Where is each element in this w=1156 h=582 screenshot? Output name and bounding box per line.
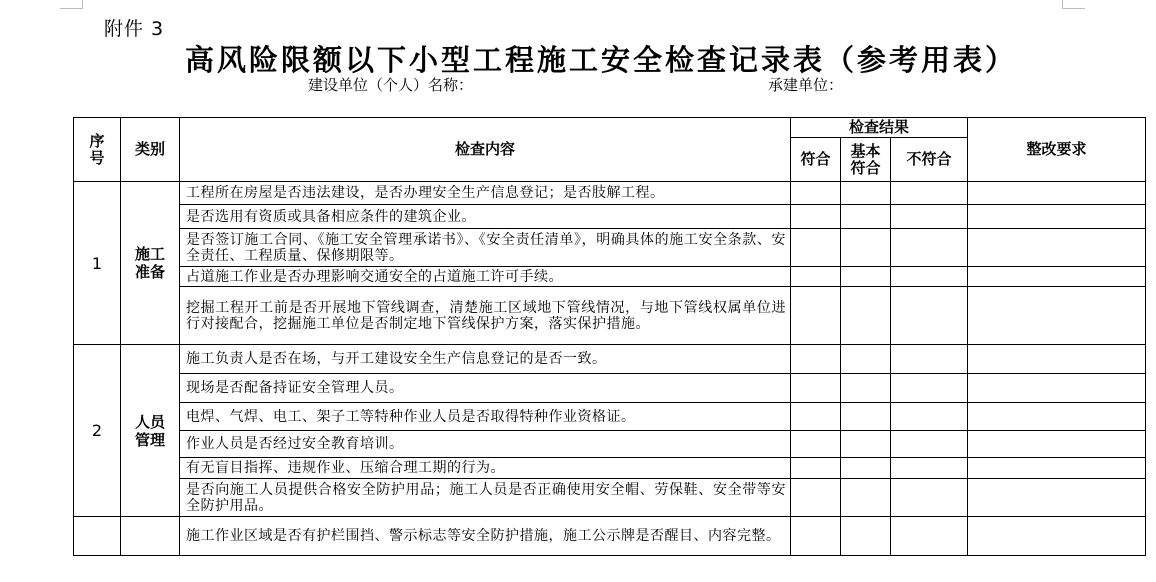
nonconform-cell[interactable] — [891, 229, 968, 267]
document-title: 高风险限额以下小型工程施工安全检查记录表（参考用表） — [185, 43, 1018, 77]
nonconform-cell[interactable] — [891, 479, 968, 517]
rectify-cell[interactable] — [968, 517, 1146, 556]
check-item: 是否选用有资质或具备相应条件的建筑企业。 — [180, 205, 791, 229]
conform-cell[interactable] — [791, 205, 841, 229]
conform-cell[interactable] — [791, 229, 841, 267]
check-item: 作业人员是否经过安全教育培训。 — [180, 431, 791, 458]
header-content: 检查内容 — [180, 118, 791, 182]
check-item: 有无盲目指挥、违规作业、压缩合理工期的行为。 — [180, 458, 791, 479]
conform-cell[interactable] — [791, 458, 841, 479]
conform-cell[interactable] — [791, 345, 841, 374]
nonconform-cell[interactable] — [891, 517, 968, 556]
nonconform-cell[interactable] — [891, 403, 968, 431]
header-result: 检查结果 — [791, 118, 968, 138]
rectify-cell[interactable] — [968, 267, 1146, 287]
rectify-cell[interactable] — [968, 229, 1146, 267]
header-conform: 符合 — [791, 138, 841, 182]
rectify-cell[interactable] — [968, 374, 1146, 403]
header-rectify: 整改要求 — [968, 118, 1146, 182]
nonconform-cell[interactable] — [891, 431, 968, 458]
check-item: 是否向施工人员提供合格安全防护用品；施工人员是否正确使用安全帽、劳保鞋、安全带等安全防护用品。 — [180, 479, 791, 517]
basic-conform-cell[interactable] — [841, 267, 891, 287]
contractor-label: 承建单位： — [768, 76, 844, 94]
header-seq: 序号 — [74, 118, 121, 182]
check-item: 施工负责人是否在场，与开工建设安全生产信息登记的是否一致。 — [180, 345, 791, 374]
header-category: 类别 — [121, 118, 180, 182]
builder-name-label: 建设单位（个人）名称： — [308, 76, 474, 94]
rectify-cell[interactable] — [968, 345, 1146, 374]
nonconform-cell[interactable] — [891, 345, 968, 374]
group-category: 人员管理 — [121, 345, 180, 517]
conform-cell[interactable] — [791, 182, 841, 205]
conform-cell[interactable] — [791, 374, 841, 403]
group-seq: 1 — [74, 182, 121, 345]
group-seq: 2 — [74, 345, 121, 517]
header-basic-conform: 基本符合 — [841, 138, 891, 182]
basic-conform-cell[interactable] — [841, 182, 891, 205]
conform-cell[interactable] — [791, 517, 841, 556]
rectify-cell[interactable] — [968, 403, 1146, 431]
basic-conform-cell[interactable] — [841, 458, 891, 479]
page-corner-mark-right — [1062, 0, 1085, 9]
basic-conform-cell[interactable] — [841, 431, 891, 458]
rectify-cell[interactable] — [968, 458, 1146, 479]
check-item: 施工作业区域是否有护栏围挡、警示标志等安全防护措施，施工公示牌是否醒目、内容完整。 — [180, 517, 791, 556]
conform-cell[interactable] — [791, 431, 841, 458]
basic-conform-cell[interactable] — [841, 229, 891, 267]
check-item: 占道施工作业是否办理影响交通安全的占道施工许可手续。 — [180, 267, 791, 287]
check-item: 电焊、气焊、电工、架子工等特种作业人员是否取得特种作业资格证。 — [180, 403, 791, 431]
nonconform-cell[interactable] — [891, 287, 968, 345]
rectify-cell[interactable] — [968, 431, 1146, 458]
conform-cell[interactable] — [791, 403, 841, 431]
group-seq — [74, 517, 121, 556]
check-item: 挖掘工程开工前是否开展地下管线调查，清楚施工区域地下管线情况，与地下管线权属单位进行对接配合，挖掘施工单位是否制定地下管线保护方案，落实保护措施。 — [180, 287, 791, 345]
conform-cell[interactable] — [791, 287, 841, 345]
check-item: 工程所在房屋是否违法建设，是否办理安全生产信息登记；是否肢解工程。 — [180, 182, 791, 205]
nonconform-cell[interactable] — [891, 205, 968, 229]
basic-conform-cell[interactable] — [841, 374, 891, 403]
safety-check-table — [73, 117, 1146, 556]
group-category: 施工准备 — [121, 182, 180, 345]
basic-conform-cell[interactable] — [841, 345, 891, 374]
nonconform-cell[interactable] — [891, 182, 968, 205]
basic-conform-cell[interactable] — [841, 205, 891, 229]
group-category — [121, 517, 180, 556]
rectify-cell[interactable] — [968, 287, 1146, 345]
basic-conform-cell[interactable] — [841, 517, 891, 556]
nonconform-cell[interactable] — [891, 458, 968, 479]
check-item: 现场是否配备持证安全管理人员。 — [180, 374, 791, 403]
rectify-cell[interactable] — [968, 205, 1146, 229]
basic-conform-cell[interactable] — [841, 287, 891, 345]
page-corner-mark-left — [60, 0, 83, 9]
rectify-cell[interactable] — [968, 479, 1146, 517]
basic-conform-cell[interactable] — [841, 479, 891, 517]
header-nonconform: 不符合 — [891, 138, 968, 182]
nonconform-cell[interactable] — [891, 267, 968, 287]
check-item: 是否签订施工合同、《施工安全管理承诺书》、《安全责任清单》，明确具体的施工安全条款、安全责任、工程质量、保修期限等。 — [180, 229, 791, 267]
rectify-cell[interactable] — [968, 182, 1146, 205]
conform-cell[interactable] — [791, 267, 841, 287]
conform-cell[interactable] — [791, 479, 841, 517]
nonconform-cell[interactable] — [891, 374, 968, 403]
attachment-label: 附件 3 — [104, 18, 165, 40]
basic-conform-cell[interactable] — [841, 403, 891, 431]
